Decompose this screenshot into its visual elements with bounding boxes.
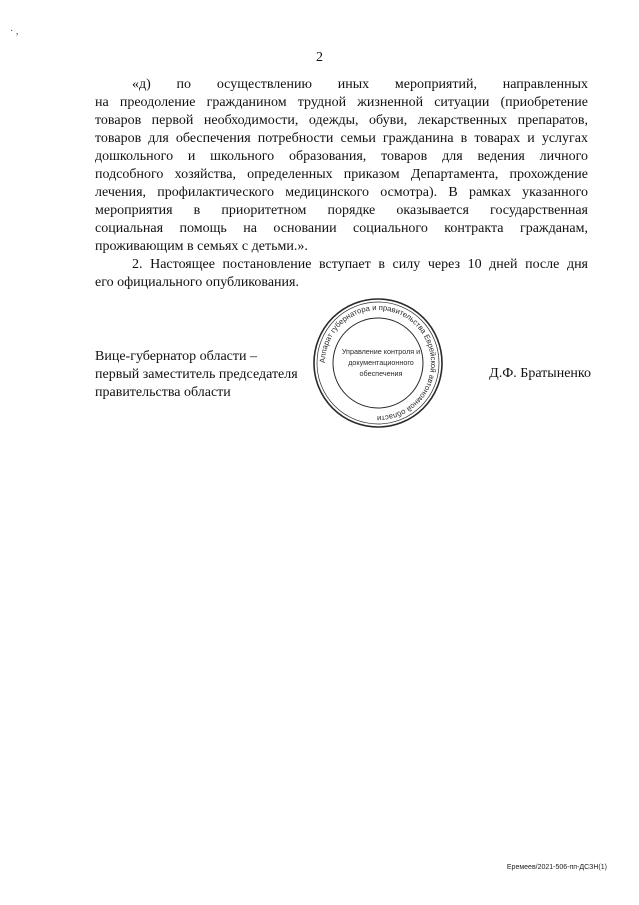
body-line: его официального опубликования. xyxy=(95,275,299,290)
signer-title-line: первый заместитель председателя xyxy=(95,367,298,382)
signer-name: Д.Ф. Братыненко xyxy=(489,366,591,381)
stamp-center-line: обеспечения xyxy=(359,369,403,378)
page-number: 2 xyxy=(316,50,323,65)
body-line: товаров первой необходимости, одежды, обуви, лекарственных препаратов, xyxy=(95,113,588,128)
body-line: социальная помощь на основании социального контракта гражданам, xyxy=(95,221,588,236)
body-line: «д) по осуществлению иных мероприятий, направленных xyxy=(132,77,588,92)
official-stamp xyxy=(311,296,445,430)
stamp-center-line: Управление контроля и xyxy=(341,347,421,356)
stamp-center-line: документационного xyxy=(348,358,414,367)
body-line: проживающим в семьях с детьми.». xyxy=(95,239,308,254)
scan-marks: · , xyxy=(10,26,19,37)
body-line: мероприятия в приоритетном порядке оказывается государственная xyxy=(95,203,588,218)
body-line: подсобного хозяйства, определенных приказом Департамента, прохождение xyxy=(95,167,588,182)
signer-title-line: Вице-губернатор области – xyxy=(95,349,257,364)
signer-title-block xyxy=(95,348,298,402)
stamp-ring-text: Аппарат губернатора и правительства Еврейской автономной области xyxy=(317,302,439,424)
body-line: лечения, профилактического медицинского осмотра). В рамках указанного xyxy=(95,185,588,200)
signer-title-line: правительства области xyxy=(95,385,231,400)
body-line: на преодоление гражданином трудной жизненной ситуации (приобретение xyxy=(95,95,588,110)
document-code: Еремеев/2021-506-пп-ДСЗН(1) xyxy=(506,864,607,871)
body-text xyxy=(95,76,588,292)
body-line: 2. Настоящее постановление вступает в силу через 10 дней после дня xyxy=(132,257,588,272)
body-line: товаров для обеспечения потребности семьи гражданина в товарах и услугах xyxy=(95,131,588,146)
body-line: дошкольного и школьного образования, товаров для ведения личного xyxy=(95,149,588,164)
